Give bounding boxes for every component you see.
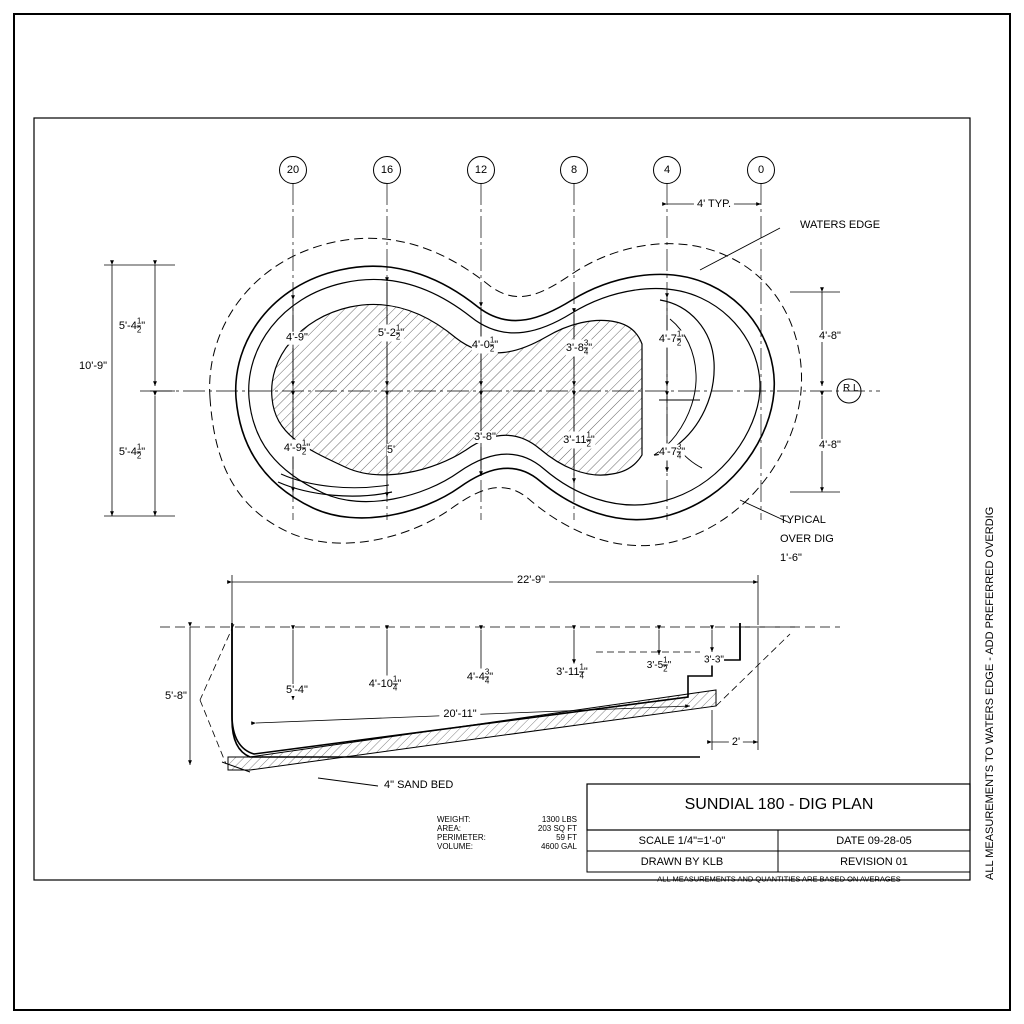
grid-bubble-20: 20 [279,156,307,184]
plan-dim-left-total: 10'-9" [78,360,108,372]
spec-value: 4600 GAL [540,842,577,851]
dim-whole: 4'-0 [471,338,490,351]
frac-den: 2 [676,338,682,348]
typ-spacing-label: 4' TYP. [694,198,734,210]
plan-dim-left-upper-whole: 5'-4 [118,319,137,332]
dim-whole: 3'-11 [563,433,587,446]
over-dig-label-2: OVER DIG [780,533,834,545]
frac-unit: " [141,319,146,332]
side-note: ALL MEASUREMENTS TO WATERS EDGE - ADD PREFERRED OVERDIG [984,506,996,880]
spec-value: 59 FT [556,833,577,842]
frac-num: 1 [136,316,142,326]
spec-label: PERIMETER: [437,833,486,842]
frac-num: 1 [586,430,591,440]
plan-dim-lower-4 [563,432,595,449]
spec-row-perimeter [437,833,577,842]
spec-label: WEIGHT: [437,815,471,824]
frac-num: 1 [395,323,401,333]
frac-num: 3 [583,338,589,348]
plan-dim-lower-5 [659,444,685,461]
plan-dim-right-lower: 4'-8" [819,439,841,451]
plan-dim-upper-1 [286,332,308,345]
frac-unit: " [397,677,402,690]
frac-num: 1 [663,655,668,665]
frac-unit: " [588,341,593,354]
section-depth-3 [467,669,493,686]
frac-num: 1 [579,662,584,672]
page-title: SUNDIAL 180 - DIG PLAN [684,796,874,813]
frac-den: 4 [484,676,490,686]
grid-bubble-0: 0 [747,156,775,184]
dim-whole: 4'-4 [466,670,485,683]
drawn-by-label: DRAWN BY KLB [640,856,724,868]
plan-dim-left-upper [119,318,145,335]
section-dim-left-depth: 5'-8" [165,690,187,702]
spec-label: VOLUME: [437,842,474,851]
plan-dim-lower-2 [387,444,395,456]
section-dim-right-offset: 2' [729,736,743,748]
plan-dim-upper-3 [472,337,498,354]
disclaimer-label: ALL MEASUREMENTS AND QUANTITIES ARE BASED ON AVERAGES [657,874,901,884]
frac-unit: " [590,433,595,446]
plan-dim-lower-1 [284,440,310,457]
frac-den: 4 [392,683,398,693]
frac-den: 2 [586,439,591,449]
date-label: DATE 09-28-05 [836,835,912,847]
section-dim-overall-top: 22'-9" [513,574,549,586]
section-depth-5 [647,657,671,674]
frac-num: 1 [676,329,682,339]
grid-bubble-12: 12 [467,156,495,184]
frac-unit: " [306,441,311,454]
frac-den: 2 [489,344,495,354]
frac-den: 4 [676,451,682,461]
frac-num: 3 [676,442,682,452]
frac-den: 2 [301,447,307,457]
grid-bubble-4: 4 [653,156,681,184]
frac-num: 1 [392,674,398,684]
sand-bed-label: 4" SAND BED [384,779,454,791]
frac-unit: " [489,670,494,683]
dim-whole: 5' [386,444,396,456]
frac-unit: " [583,665,588,678]
section-depth-4 [556,664,588,681]
frac-unit: " [494,338,499,351]
dim-whole: 4'-9 [283,441,302,454]
frac-num: 1 [301,438,307,448]
waters-edge-label: WATERS EDGE [800,219,881,231]
frac-unit: " [141,445,146,458]
plan-dim-upper-4 [566,340,592,357]
grid-bubble-8: 8 [560,156,588,184]
dim-whole: 3'-3" [704,654,724,666]
frac-num: 1 [489,335,495,345]
frac-den: 2 [663,664,668,674]
dim-whole: 4'-9" [286,331,308,344]
revision-label: REVISION 01 [840,856,908,868]
frac-num: 1 [136,442,142,452]
frac-den: 2 [136,325,142,335]
grid-bubble-16: 16 [373,156,401,184]
frac-den: 4 [583,347,589,357]
dim-whole: 3'-8" [474,431,496,443]
dim-whole: 5'-2 [377,326,396,339]
section-depth-6 [704,655,724,666]
plan-dim-upper-5 [659,331,685,348]
frac-unit: " [667,659,672,671]
frac-den: 4 [579,671,584,681]
plan-dim-left-lower [119,444,145,461]
dim-whole: 4'-10 [368,677,393,690]
dim-whole: 5'-4" [286,684,308,696]
frac-unit: " [681,332,686,345]
plan-dim-right-upper: 4'-8" [819,330,841,342]
spec-value: 203 SQ FT [537,824,577,833]
plan-dim-upper-2 [378,325,404,342]
centerline-symbol: R L [843,383,859,394]
frac-unit: " [400,326,405,339]
frac-den: 2 [136,451,142,461]
section-depth-2 [369,676,401,693]
dim-whole: 3'-11 [556,665,580,678]
plan-dim-left-lower-whole: 5'-4 [118,445,137,458]
spec-row-weight [437,815,577,824]
dim-whole: 4'-7 [658,445,677,458]
spec-row-volume [437,842,577,851]
spec-label: AREA: [437,824,462,833]
dim-whole: 3'-8 [565,341,584,354]
frac-unit: " [681,445,686,458]
dim-whole: 3'-5 [646,659,664,671]
frac-den: 2 [395,332,401,342]
specs-table [437,815,577,851]
section-depth-1 [286,684,308,696]
over-dig-label-3: 1'-6" [780,552,802,564]
section-dim-overall-bottom: 20'-11" [439,708,480,720]
plan-dim-lower-3 [474,431,496,443]
dim-whole: 4'-7 [658,332,677,345]
over-dig-label-1: TYPICAL [780,514,826,526]
scale-label: SCALE 1/4"=1'-0" [638,835,726,847]
spec-row-area [437,824,577,833]
spec-value: 1300 LBS [541,815,577,824]
frac-num: 3 [484,667,490,677]
